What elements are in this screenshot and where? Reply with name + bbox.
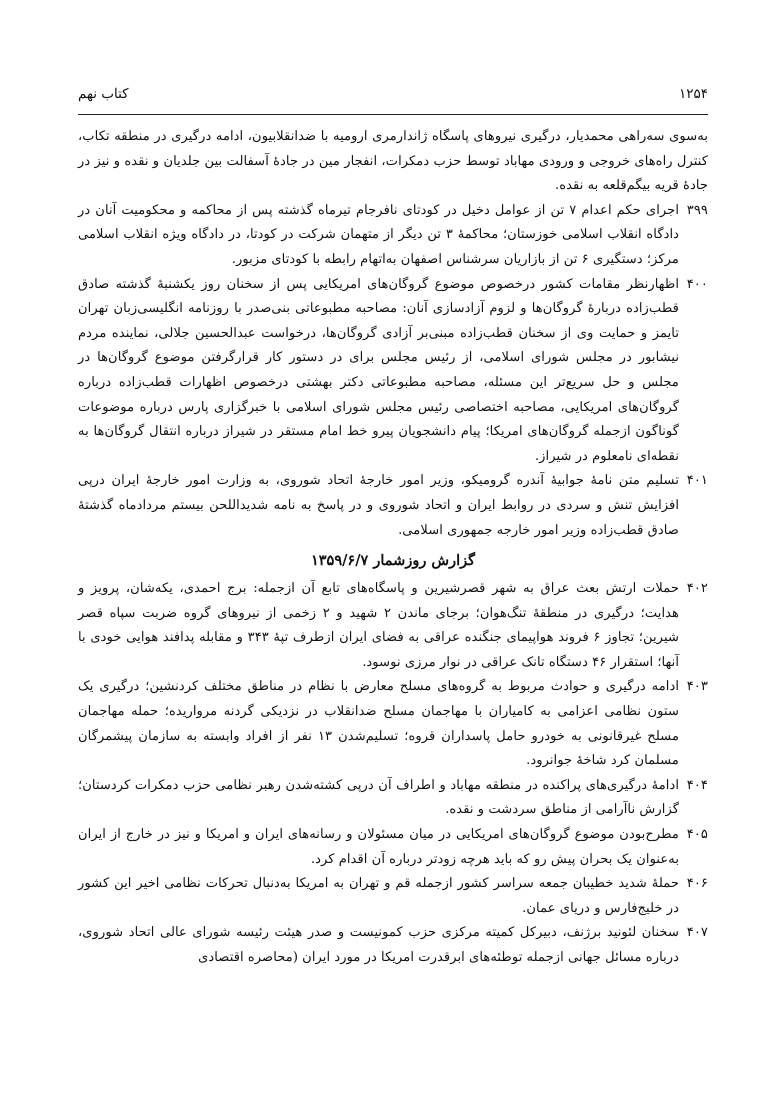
chronology-entry <box>78 823 708 872</box>
entry-text: سخنان لئونید برژنف، دبیرکل کمیته مرکزی حزب کمونیست و صدر هیئت رئیسه شورای عالی اتحاد شوروی، درباره مسائل جهانی ازجمله توطئه‌های ابرقدرت امریکا در مورد ایران (محاصره اقتصادی <box>78 925 679 965</box>
entry-number: ۴۰۶ <box>686 876 708 892</box>
entry-number: ۴۰۷ <box>686 925 708 941</box>
entry-number: ۴۰۲ <box>686 581 708 597</box>
entry-text: حملهٔ شدید خطیبان جمعه سراسر کشور ازجمله قم و تهران به امریکا به‌دنبال تحرکات نظامی اخیر این کشور در خلیج‌فارس و دریای عمان. <box>78 876 679 916</box>
running-header <box>78 86 708 110</box>
chronology-entry <box>78 577 708 675</box>
entry-text: اجرای حکم اعدام ۷ تن از عوامل دخیل در کودتای نافرجام تیرماه گذشته پس از محاکمه و محکومیت آنان در دادگاه انقلاب اسلامی خوزستان؛ محاکمهٔ ۳ تن دیگر از متهمان شرکت در کودتا، در دادگاه ویژه انقلاب اسلامی مرکز؛ دستگیری ۶ تن از بازاریان سرشناس اصفهان به‌اتهام رابطه با کودتای مزبور. <box>78 202 680 267</box>
entry-text: تسلیم متن نامهٔ جوابیهٔ آندره گرومیکو، وزیر امور خارجهٔ اتحاد شوروی، به وزارت امور خارجهٔ ایران درپی افزایش تنش و سردی در روابط ایران و اتحاد شوروی و در پاسخ به نامه شدیداللحن بیستم مردادماه گذشتهٔ صادق قطب‌زاده وزیر امور خارجه جمهوری اسلامی. <box>78 473 679 538</box>
entry-text: حملات ارتش بعث عراق به شهر قصرشیرین و پاسگاه‌های تابع آن ازجمله: برج احمدی، یکه‌شان، پرویز و هدایت؛ درگیری در منطقهٔ تنگ‌هوان؛ برجای ماندن ۲ شهید و ۲ زخمی از نیروهای گروه ضربت سپاه قصر شیرین؛ تجاوز ۶ فروند هواپیمای جنگنده عراقی به فضای ایران ازطرف تپهٔ ۳۴۳ و مقابله پدافند هوایی خودی با آنها؛ استقرار ۴۶ دستگاه تانک عراقی در نوار مرزی نوسود. <box>78 581 679 670</box>
entry-number: ۴۰۱ <box>686 473 708 489</box>
entry-text: ادامه درگیری و حوادث مربوط به گروه‌های مسلح معارض با نظام در مناطق مختلف کردنشین؛ درگیری یک ستون نظامی اعزامی به کامیاران با مهاجمان مسلح ضدانقلاب در نزدیکی گردنه مرواریده؛ حمله مهاجمان مسلح غیرقانونی به خودرو حامل پاسداران قروه؛ تسلیم‌شدن ۱۳ نفر از افراد وابسته به سازمان پیشمرگان مسلمان کرد شاخهٔ جوانرود. <box>78 679 680 769</box>
chronology-entry <box>78 675 708 773</box>
entry-number: ۴۰۰ <box>686 276 708 292</box>
chronology-entry <box>78 774 708 823</box>
chronology-entry <box>78 273 708 470</box>
entries-after <box>78 577 708 971</box>
body-text <box>78 125 708 971</box>
section-title: گزارش روزشمار ۱۳۵۹/۶/۷ <box>310 552 476 570</box>
entry-number: ۴۰۴ <box>686 777 708 793</box>
entry-text: مطرح‌بودن موضوع گروگان‌های امریکایی در میان مسئولان و رسانه‌های ایران و امریکا و نیز در خارج از ایران به‌عنوان یک بحران پیش رو که باید هرچه زودتر درباره آن اقدام کرد. <box>78 827 679 867</box>
document-page <box>78 86 708 971</box>
chronology-entry <box>78 921 708 970</box>
header-rule <box>78 114 708 115</box>
chronology-entry <box>78 872 708 921</box>
chronology-entry <box>78 199 708 273</box>
entry-number: ۴۰۳ <box>686 679 708 695</box>
entry-text: ادامهٔ درگیری‌های پراکنده در منطقه مهاباد و اطراف آن درپی کشته‌شدن رهبر نظامی حزب دمکرات کردستان؛ گزارش ناآرامی از مناطق سردشت و نقده. <box>78 777 679 818</box>
entry-text: اظهارنظر مقامات کشور درخصوص موضوع گروگان‌های امریکایی پس از سخنان روز یکشنبهٔ گذشته صادق قطب‌زاده دربارهٔ گروگان‌ها و لزوم آزادسازی آنان: مصاحبه مطبوعاتی بنی‌صدر با روزنامه انگلیسی‌زبان تهران تایمز و حمایت وی از سخنان قطب‌زاده مبنی‌بر آزادی گروگان‌ها، درخواست عبدالحسین جلالی، نماینده مردم نیشابور در مجلس شورای اسلامی، از رئیس مجلس برای در دستور کار قرارگرفتن موضوع گروگان‌ها در مجلس و حل سریع‌تر این مسئله، مصاحبه مطبوعاتی دکتر بهشتی درخصوص اظهارات قطب‌زاده درباره گروگان‌های امریکایی، مصاحبه اختصاصی رئیس مجلس شورای اسلامی با خبرگزاری پارس درباره موضوعات گوناگون ازجمله گروگان‌های امریکا؛ پیام دانشجویان پیرو خط امام مستقر در شیراز درباره انتقال گروگان‌ها به نقطه‌ای نامعلوم در شیراز. <box>78 276 679 464</box>
entry-number: ۳۹۹ <box>686 202 708 218</box>
page-number: ۱۲۵۴ <box>678 86 708 102</box>
book-title: کتاب نهم <box>78 86 129 102</box>
entries-before <box>78 199 708 543</box>
chronology-entry <box>78 469 708 543</box>
intro-paragraph: به‌سوی سه‌راهی محمدیار، درگیری نیروهای پاسگاه ژاندارمری ارومیه با ضدانقلابیون، ادامه درگیری در منطقه تکاب، کنترل راه‌های خروجی و ورودی مهاباد توسط حزب دمکرات، انفجار مین در جادهٔ آسفالت بین جلدیان و نقده و نیز در جادهٔ قریه بیگم‌قلعه به نقده. <box>78 129 708 194</box>
entry-number: ۴۰۵ <box>686 827 708 843</box>
